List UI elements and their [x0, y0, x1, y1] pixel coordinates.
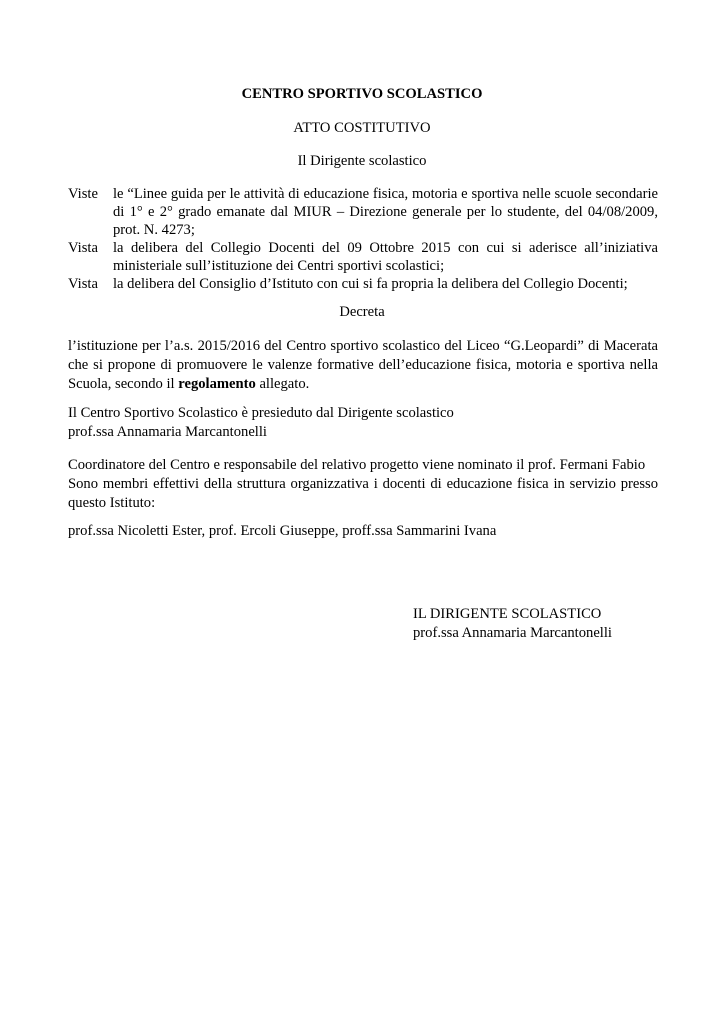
consideration-item — [68, 185, 658, 239]
consideration-line: di 1° e 2° grado emanate dal MIUR – Direzione generale per lo studente, del 04/08/2009, — [113, 204, 658, 220]
paragraph-line — [68, 375, 658, 394]
paragraph-line: che si propone di promuovere le valenze formative dell’educazione fisica, motoria e sportiva nella — [68, 357, 658, 373]
signature-name: prof.ssa Annamaria Marcantonelli — [413, 625, 612, 641]
docenti-list — [68, 522, 658, 541]
consideration-text — [113, 239, 658, 275]
regolamento-emphasis: regolamento — [178, 376, 256, 392]
signature-block — [413, 605, 612, 643]
consideration-item — [68, 275, 658, 293]
consideration-label: Vista — [68, 276, 98, 292]
consideration-line: prot. N. 4273; — [113, 222, 195, 238]
paragraph-text: allegato. — [255, 376, 310, 392]
decreta-heading: Decreta — [339, 304, 385, 320]
consideration-line: la delibera del Consiglio d’Istituto con cui si fa propria la delibera del Collegio Docenti; — [113, 276, 628, 292]
consideration-line: ministeriale sull’istituzione dei Centri sportivi scolastici; — [113, 258, 445, 274]
presieduto-paragraph — [68, 404, 658, 442]
signature-title: IL DIRIGENTE SCOLASTICO — [413, 606, 602, 622]
paragraph-line: prof.ssa Annamaria Marcantonelli — [68, 424, 267, 440]
istituzione-paragraph — [68, 337, 658, 394]
consideration-item — [68, 239, 658, 275]
consideration-label: Viste — [68, 186, 98, 202]
paragraph-line: Coordinatore del Centro e responsabile del relativo progetto viene nominato il prof. Fermani Fabio — [68, 457, 646, 473]
consideration-line: la delibera del Collegio Docenti del 09 Ottobre 2015 con cui si aderisce all’iniziativa — [113, 240, 658, 256]
consideration-text — [113, 185, 658, 239]
consideration-line: le “Linee guida per le attività di educazione fisica, motoria e sportiva nelle scuole secondarie — [113, 186, 658, 202]
consideration-label: Vista — [68, 240, 98, 256]
paragraph-line: Sono membri effettivi della struttura organizzativa i docenti di educazione fisica in servizio presso — [68, 476, 658, 492]
issuing-authority: Il Dirigente scolastico — [297, 153, 427, 169]
paragraph-line: prof.ssa Nicoletti Ester, prof. Ercoli Giuseppe, proff.ssa Sammarini Ivana — [68, 523, 497, 539]
paragraph-text: Scuola, secondo il — [68, 376, 179, 392]
paragraph-line: l’istituzione per l’a.s. 2015/2016 del Centro sportivo scolastico del Liceo “G.Leopardi” di Macerata — [68, 338, 658, 354]
consideration-text — [113, 275, 658, 293]
document-title: CENTRO SPORTIVO SCOLASTICO — [241, 86, 483, 102]
paragraph-line: Il Centro Sportivo Scolastico è presieduto dal Dirigente scolastico — [68, 405, 454, 421]
paragraph-line: questo Istituto: — [68, 495, 156, 511]
considerations-list — [68, 185, 658, 293]
document-subtitle: ATTO COSTITUTIVO — [293, 120, 431, 136]
coordinatore-paragraph — [68, 456, 658, 513]
